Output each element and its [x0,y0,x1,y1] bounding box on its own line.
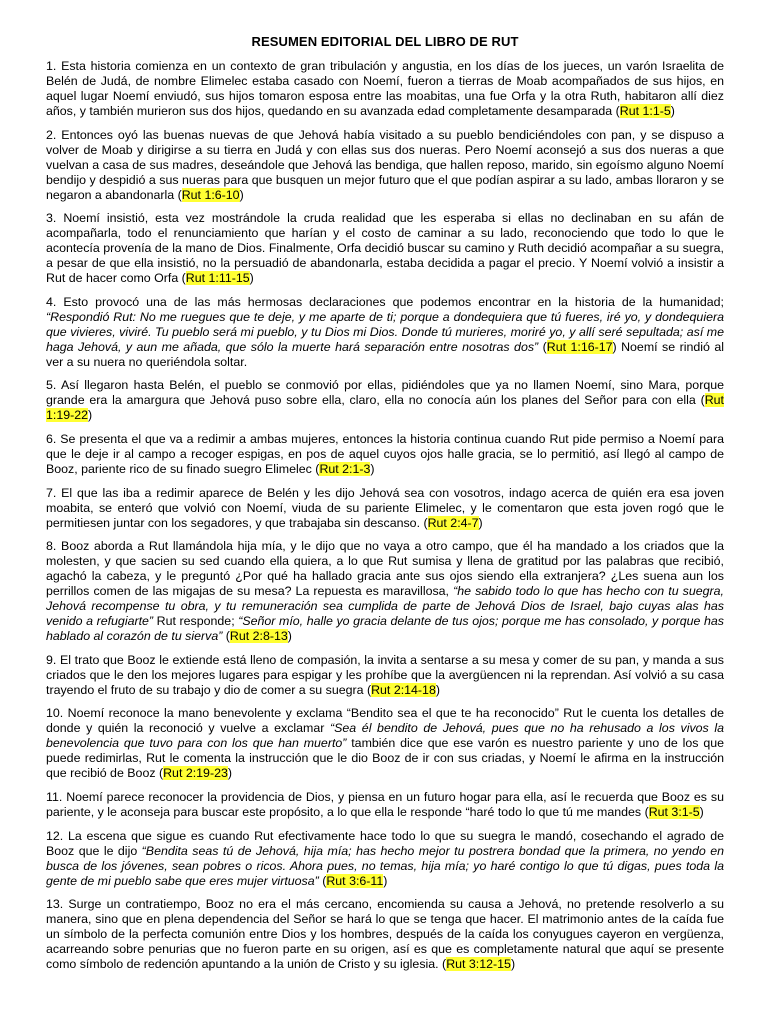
scripture-quote: “Bendita seas tú de Jehová, hija mía; has hecho mejor tu postrera bondad que la primera, no yendo en busca de los jóvenes, sean pobres o ricos. Ahora pues, no temas, hija mía; yo haré contigo lo que tú digas, pues toda la gente de mi pueblo sabe que eres mujer virtuosa” [46,843,725,888]
paragraph-text: 6. Se presenta el que va a redimir a ambas mujeres, entonces la historia continua cuando Rut pide permiso a Noemí para que le deje ir al campo a recoger espigas, en pos de aquel cuyos ojos halle gracia, se lo permitió, así llegó al campo de Booz, pariente rico de su finado suegro Elimelec ( [46,431,724,476]
paragraph-text: ( [318,873,327,888]
paragraph-text: 8. Booz aborda a Rut llamándola hija mía, y le dijo que no vaya a otro campo, que él ha mandado a los criados que la molesten, y que sacien su sed cuando ella quiera, a lo que Rut sumisa y llena de gratitud por las palabras que recibió, agachó la cabeza, y le preguntó ¿Por qué ha hallado gracia ante sus ojos siendo ella extranjera? ¿Les suena aun los perrillos comen de las migajas de su mesa? La repuesta es maravillosa, [46,539,724,599]
scripture-quote: “Respondió Rut: No me ruegues que te deje, y me aparte de ti; porque a dondequiera que tú fueres, iré yo, y dondequiera que vivieres, viviré. Tu pueblo será mi pueblo, y tu Dios mi Dios. Donde tú murieres, moriré yo, y allí seré sepultada; así me haga Jehová, y aun me añada, que sólo la muerte hará separación entre nosotras dos” [46,309,724,354]
bible-reference-highlight: Rut 2:1-3 [319,461,371,476]
paragraph-text: ( [222,629,230,644]
paragraph [46,211,724,286]
paragraph [46,653,724,698]
paragraph-text: 9. El trato que Booz le extiende está lleno de compasión, la invita a sentarse a su mesa y comer de su pan, y manda a sus criados que le den los mejores lugares para espigar y les prohíbe que la avergüencen ni la reprendan. Así volvió a su casa trayendo el fruto de su trabajo y dio de comer a su suegra ( [46,652,724,697]
paragraph-text: ) [370,461,375,476]
paragraph [46,706,724,781]
paragraph [46,128,724,203]
paragraph-text: ) [478,515,483,530]
paragraph-text: ) [670,104,675,118]
paragraph-text: ) [287,629,292,644]
paragraph [46,295,724,370]
bible-reference-highlight: Rut 1:19-22 [46,393,724,423]
paragraph-text: 12. La escena que sigue es cuando Rut efectivamente hace todo lo que su suegra le mandó, cosechando el agrado de Booz que le dijo [46,828,724,858]
paragraph-text: ( [538,339,547,354]
document-title: RESUMEN EDITORIAL DEL LIBRO DE RUT [251,34,519,49]
paragraph [46,59,724,119]
paragraph-text: ) [510,957,516,972]
scripture-quote: “Señor mío, halle yo gracia delante de tus ojos; porque me has consolado, y porque has hablado al corazón de tu sierva” [46,614,724,644]
paragraph-text: 3. Noemí insistió, esta vez mostrándole la cruda realidad que les esperaba si ellas no declinaban en su afán de acompañarla, todo el renunciamiento que harían y el costo de caminar a su lado, reconociendo que todo lo que le acontecía provenía de la mano de Dios. Finalmente, Orfa decidió buscar su camino y Ruth decidió acompañar a su suegra, a pesar de que ella insistió, no la persuadió de abandonarla, estaba decidida a pagar el precio. Y Noemí volvió a insistir a Rut de hacer como Orfa ( [46,211,724,286]
paragraph-text: 11. Noemí parece reconocer la providencia de Dios, y piensa en un futuro hogar para ella, así le recuerda que Booz es su pariente, y le aconseja para buscar este propósito, a lo que ella le responde “haré todo lo que tú me mandes ( [46,789,724,819]
paragraph-text: 10. Noemí reconoce la mano benevolente y exclama “Bendito sea el que te ha reconocido” Rut le cuenta los detalles de donde y quién la reconoció y vuelve a exclamar [46,706,724,736]
bible-reference-highlight: Rut 3:1-5 [648,804,700,819]
paragraph-text: ) [88,408,93,423]
paragraph-text: 7. El que las iba a redimir aparece de Belén y les dijo Jehová sea con vosotros, indago acerca de quién era esa joven moabita, se enteró que volvió con Noemí, viuda de su pariente Elimelec, y le comentaron que esta joven rogó que le permitiesen juntar con los segadores, y que trabajaba sin descanso. ( [46,485,724,530]
bible-reference-highlight: Rut 2:14-18 [371,682,436,697]
bible-reference-highlight: Rut 1:6-10 [181,187,240,202]
bible-reference-highlight: Rut 1:11-15 [185,271,250,286]
paragraph-text: también dice que ese varón es nuestro pariente y uno de los que puede redimirlas, Rut le comenta la instrucción que le dio Booz de ir con sus criadas, y Noemí le afirma en la instrucción que recibió de Booz ( [46,736,724,781]
bible-reference-highlight: Rut 2:8-13 [229,629,288,644]
paragraph-text: ) Noemí se rindió al ver a su nuera no queriéndola soltar. [46,339,724,369]
paragraph-text: ) [699,804,704,819]
paragraph [46,432,724,477]
paragraph-text: 13. Surge un contratiempo, Booz no era el más cercano, encomienda su causa a Jehová, no pretende resolverlo a su manera, sino que en plena dependencia del Señor se hará lo que se tenga que hacer. El matrimonio antes de la caída fue un símbolo de la perfecta comunión entre Dios y los hombres, después de la caída los conyugues cayeron en vergüenza, acarreando sobre penurias que no fueron parte en su origen, así es que es completamente natural que aquí se presente como símbolo de redención apuntando a la unión de Cristo y su iglesia. ( [46,897,724,972]
paragraph [46,539,724,644]
paragraph-text: ) [239,187,244,202]
paragraph-text: 1. Esta historia comienza en un contexto de gran tribulación y angustia, en los días de los jueces, un varón Israelita de Belén de Judá, de nombre Elimelec estaba casado con Noemí, fueron a tierras de Moab acompañados de sus hijos, en aquel lugar Noemí enviudó, sus hijos tomaron esposa entre las moabitas, una fue Orfa y la otra Ruth, habitaron allí diez años, y también murieron sus dos hijos, quedando en su avanzada edad completamente desamparada ( [46,59,724,118]
paragraph-text: ) [383,873,388,888]
paragraph [46,790,724,820]
scripture-quote: “he sabido todo lo que has hecho con tu suegra, Jehová recompense tu obra, y tu remuneración sea cumplida de parte de Jehová Dios de Israel, bajo cuyas alas has venido a refugiarte” [46,584,725,629]
bible-reference-highlight: Rut 1:16-17 [546,339,613,354]
paragraph [46,829,724,889]
paragraph [46,378,724,423]
paragraph-text: ) [249,271,254,286]
paragraph-text: 2. Entonces oyó las buenas nuevas de que Jehová había visitado a su pueblo bendiciéndoles con pan, y se dispuso a volver de Moab y dirigirse a su tierra en Judá y con ellas sus dos nueras. Pero Noemí aconsejó a sus dos nueras a que vuelvan a casa de sus madres, deseándole que Jehová las bendiga, que hallen reposo, marido, sin egoísmo alguno Noemí bendijo y despidió a sus nueras para que busquen un mejor futuro que el que podían aspirar a su lado, ambas lloraron y se negaron a abandonarla ( [46,127,724,202]
paragraph-text: 4. Esto provocó una de las más hermosas declaraciones que podemos encontrar en la historia de la humanidad; [46,294,724,309]
bible-reference-highlight: Rut 3:6-11 [326,873,384,888]
document-body [46,59,724,972]
paragraph-text: 5. Así llegaron hasta Belén, el pueblo se conmovió por ellas, pidiéndoles que ya no llamen Noemí, sino Mara, porque grande era la amargura que Jehová puso sobre ella, claro, ella no conocía aún los planes del Señor para con ella ( [46,378,724,408]
bible-reference-highlight: Rut 2:19-23 [163,766,228,781]
bible-reference-highlight: Rut 2:4-7 [427,515,479,530]
paragraph [46,486,724,531]
scripture-quote: “Sea él bendito de Jehová, pues que no ha rehusado a los vivos la benevolencia que tuvo para con los que han muerto” [46,721,724,751]
paragraph [46,897,724,972]
bible-reference-highlight: Rut 1:1-5 [619,104,671,118]
paragraph-text: ) [435,682,440,697]
bible-reference-highlight: Rut 3:12-15 [446,957,511,972]
paragraph-text: Rut responde; [153,614,239,629]
paragraph-text: ) [227,766,232,781]
